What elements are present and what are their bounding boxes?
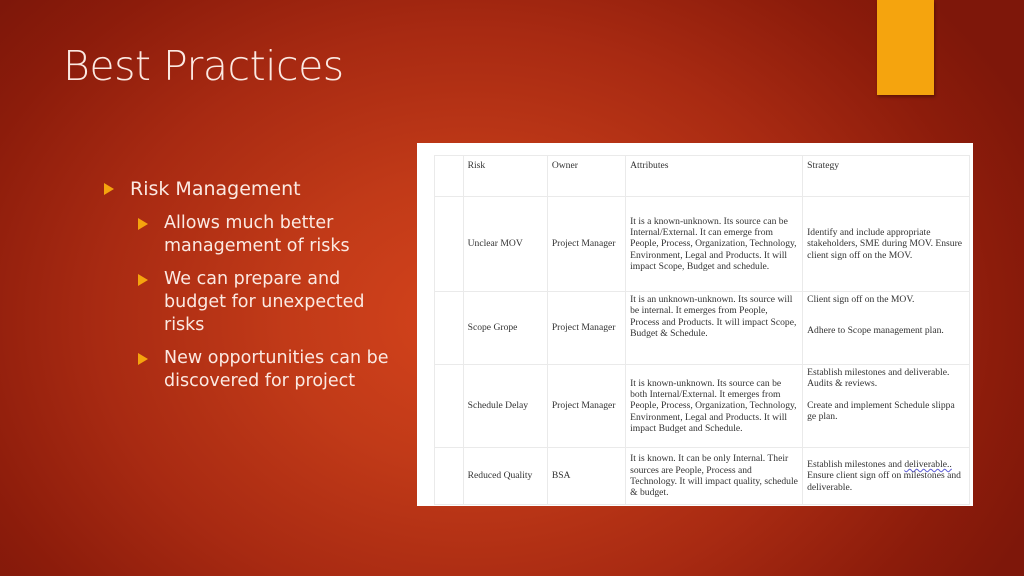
bullet-risk-management xyxy=(104,176,404,202)
risk-table xyxy=(434,155,970,505)
strategy-line: Adhere to Scope management plan. xyxy=(807,325,944,337)
cell-strategy: Identify and include appropriate stakeholders, SME during MOV. Ensure client sign off on the MOV. xyxy=(803,197,970,292)
triangle-bullet-icon xyxy=(104,183,114,195)
cell-strategy xyxy=(803,448,970,505)
table-row xyxy=(435,197,970,292)
cell-attributes: It is known-unknown. Its source can be both Internal/External. It emerges from People, Process, Organization, Technology, Environment, Legal and Products. It will impact Budget and Schedule. xyxy=(626,365,803,448)
strategy-text: Ensure client sign off on milestones and deliverable. xyxy=(807,470,961,493)
cell-strategy xyxy=(803,365,970,448)
sub-bullet-text: We can prepare and budget for unexpected risks xyxy=(164,269,365,335)
cell-blank xyxy=(435,197,464,292)
strategy-line: Client sign off on the MOV. xyxy=(807,294,915,305)
risk-table-image xyxy=(417,143,973,506)
cell-attributes: It is known. It can be only Internal. Their sources are People, Process and Technology. It will impact quality, schedule & budget. xyxy=(626,448,803,505)
header-attributes: Attributes xyxy=(626,156,803,197)
triangle-bullet-icon xyxy=(138,274,148,286)
cell-blank xyxy=(435,448,464,505)
cell-blank xyxy=(435,292,464,365)
header-strategy: Strategy xyxy=(803,156,970,197)
sub-bullet-text: New opportunities can be discovered for project xyxy=(164,348,389,391)
spellcheck-underlined-word: deliverable.. xyxy=(904,459,952,471)
bullet-text: Risk Management xyxy=(130,178,301,200)
table-header-row xyxy=(435,156,970,197)
cell-owner: BSA xyxy=(547,448,625,505)
table-row xyxy=(435,448,970,505)
cell-strategy xyxy=(803,292,970,365)
table-row xyxy=(435,365,970,448)
cell-attributes: It is an unknown-unknown. Its source will be internal. It emerges from People, Process and Products. It will impact Scope, Budget & Schedule. xyxy=(626,292,803,365)
strategy-line: Create and implement Schedule slippa ge plan. xyxy=(807,399,955,422)
cell-risk: Scope Grope xyxy=(463,292,547,365)
cell-owner: Project Manager xyxy=(547,292,625,365)
sub-bullet xyxy=(138,347,404,393)
bullet-list xyxy=(104,176,404,393)
sub-bullet xyxy=(138,268,404,337)
sub-bullet xyxy=(138,212,404,258)
sub-bullet-text: Allows much better management of risks xyxy=(164,213,350,256)
header-blank xyxy=(435,156,464,197)
cell-owner: Project Manager xyxy=(547,365,625,448)
cell-blank xyxy=(435,365,464,448)
cell-attributes: It is a known-unknown. Its source can be Internal/External. It can emerge from People, Process, Organization, Technology, Environment, Legal and Products. It will impact Scope, Budget and schedule. xyxy=(626,197,803,292)
slide-title: Best Practices xyxy=(63,42,344,90)
table-row xyxy=(435,292,970,365)
header-owner: Owner xyxy=(547,156,625,197)
triangle-bullet-icon xyxy=(138,218,148,230)
header-risk: Risk xyxy=(463,156,547,197)
strategy-line: Establish milestones and deliverable. Audits & reviews. xyxy=(807,367,950,390)
cell-risk: Schedule Delay xyxy=(463,365,547,448)
cell-risk: Reduced Quality xyxy=(463,448,547,505)
cell-risk: Unclear MOV xyxy=(463,197,547,292)
strategy-text: Establish milestones and xyxy=(807,459,905,471)
cell-owner: Project Manager xyxy=(547,197,625,292)
accent-tab xyxy=(877,0,934,95)
triangle-bullet-icon xyxy=(138,353,148,365)
